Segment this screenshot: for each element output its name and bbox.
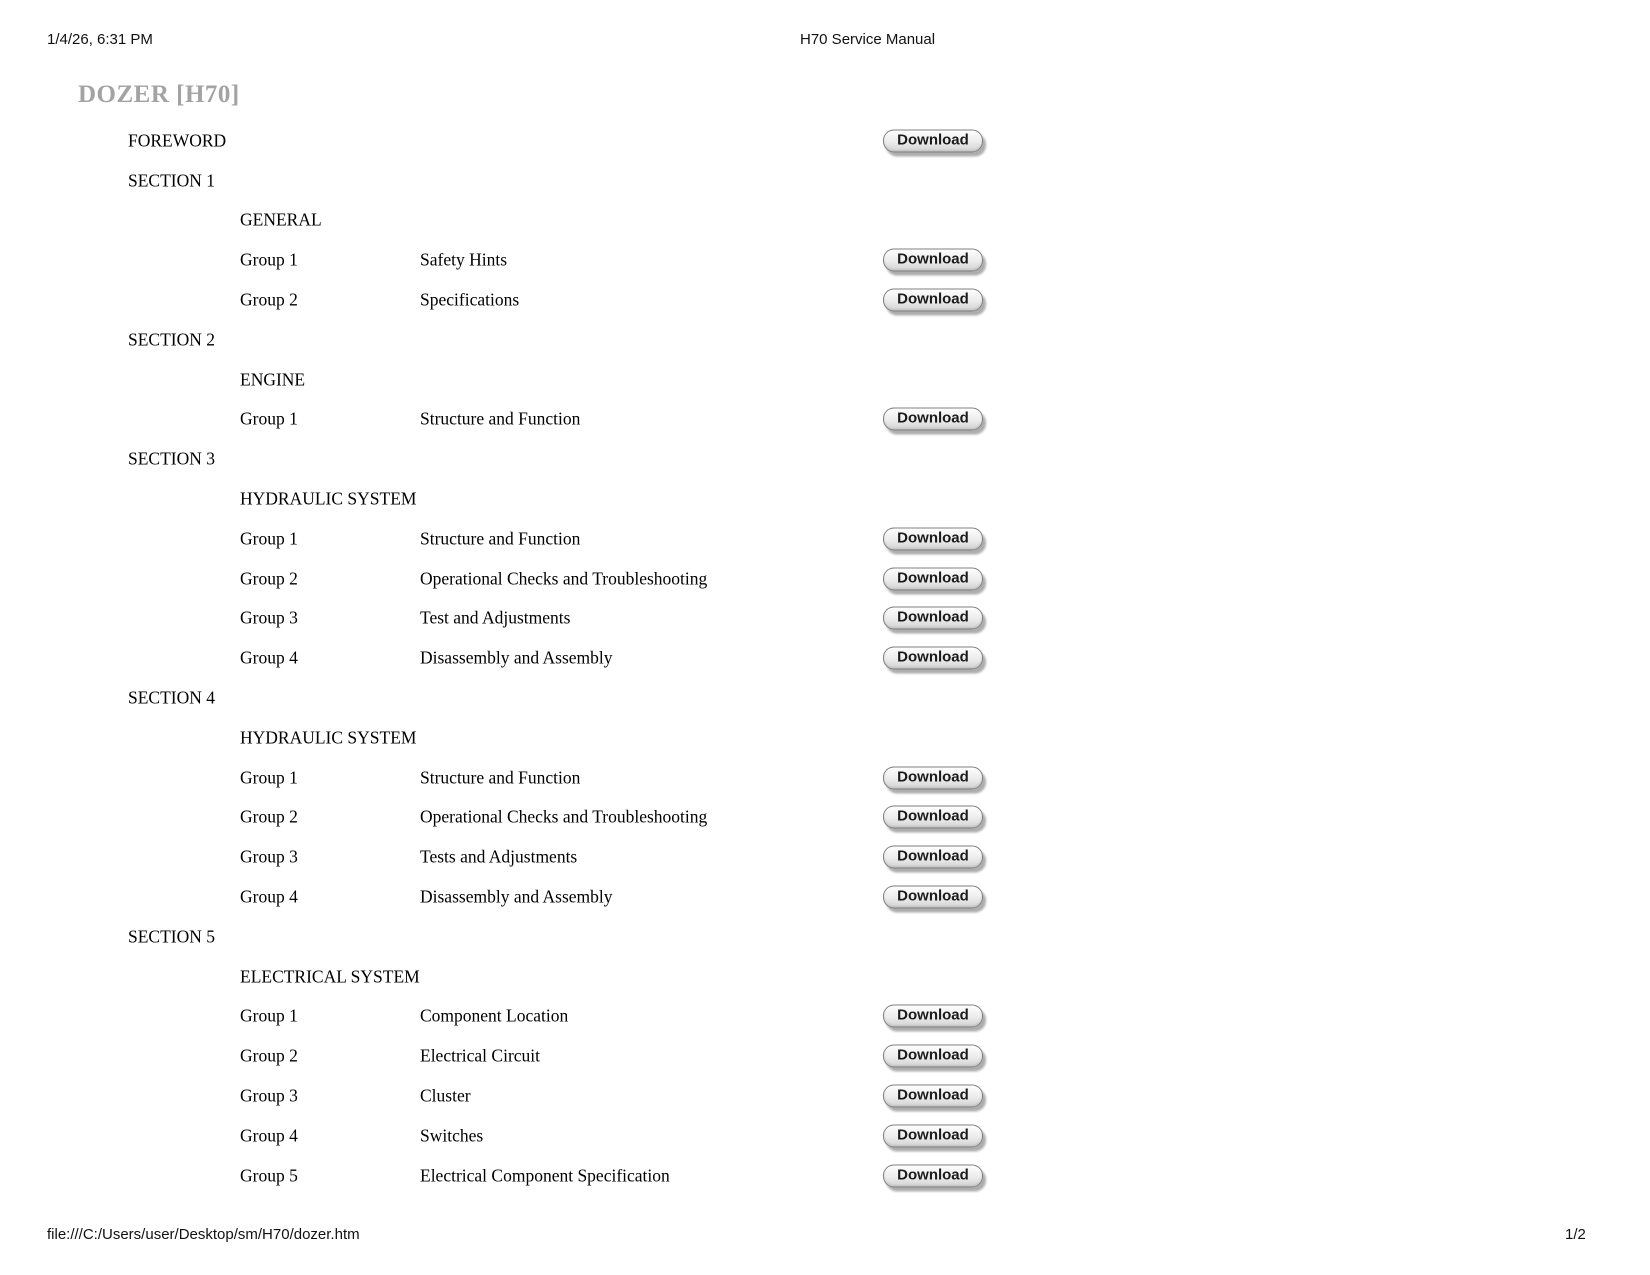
print-footer-file-url: file:///C:/Users/user/Desktop/sm/H70/dozer.htm [47,1226,360,1243]
toc-row [0,121,1650,161]
toc-row [0,917,1650,957]
download-button[interactable]: Download [883,129,983,152]
group-topic: Structure and Function [420,528,581,549]
group-label: Group 2 [240,289,298,310]
group-topic: Structure and Function [420,408,581,429]
group-topic: Safety Hints [420,249,508,270]
toc-row [0,1036,1650,1076]
toc-row [0,798,1650,838]
toc-row [0,678,1650,718]
download-button[interactable]: Download [883,249,983,272]
toc-row [0,599,1650,639]
toc-row [0,1076,1650,1116]
group-label: Group 4 [240,647,298,668]
group-label: ELECTRICAL SYSTEM [240,966,420,987]
group-label: Group 1 [240,408,298,429]
group-topic: Test and Adjustments [420,607,571,628]
download-button[interactable]: Download [883,527,983,550]
toc-row [0,877,1650,917]
toc-row [0,1116,1650,1156]
group-topic: Operational Checks and Troubleshooting [420,568,708,589]
group-topic: Electrical Component Specification [420,1165,670,1186]
group-topic: Structure and Function [420,767,581,788]
section-label: SECTION 2 [128,329,216,350]
toc-row [0,1156,1650,1196]
print-header-title: H70 Service Manual [800,31,936,48]
download-button[interactable]: Download [883,806,983,829]
print-footer-page-indicator: 1/2 [1565,1226,1586,1243]
group-label: ENGINE [240,369,306,390]
toc-row [0,997,1650,1037]
section-label: SECTION 4 [128,687,216,708]
group-label: Group 3 [240,607,298,628]
toc-row [0,201,1650,241]
group-topic: Tests and Adjustments [420,846,578,867]
group-label: HYDRAULIC SYSTEM [240,727,417,748]
download-button[interactable]: Download [883,886,983,909]
section-label: SECTION 1 [128,170,216,191]
group-label: HYDRAULIC SYSTEM [240,488,417,509]
toc-row [0,360,1650,400]
group-topic: Cluster [420,1085,471,1106]
group-label: Group 1 [240,767,298,788]
group-label: Group 3 [240,846,298,867]
group-topic: Disassembly and Assembly [420,886,613,907]
group-topic: Disassembly and Assembly [420,647,613,668]
download-button[interactable]: Download [883,766,983,789]
toc-row [0,240,1650,280]
toc-row [0,400,1650,440]
download-button[interactable]: Download [883,846,983,869]
download-button[interactable]: Download [883,1005,983,1028]
group-topic: Specifications [420,289,520,310]
download-button[interactable]: Download [883,408,983,431]
group-label: Group 2 [240,568,298,589]
section-label: SECTION 3 [128,448,216,469]
group-label: GENERAL [240,209,322,230]
download-button[interactable]: Download [883,1124,983,1147]
page-title: DOZER [H70] [78,81,240,108]
group-label: Group 3 [240,1085,298,1106]
download-button[interactable]: Download [883,647,983,670]
group-label: Group 4 [240,886,298,907]
toc [0,121,1650,1196]
toc-row [0,837,1650,877]
group-topic: Component Location [420,1005,569,1026]
group-topic: Electrical Circuit [420,1045,541,1066]
group-label: Group 1 [240,1005,298,1026]
toc-row [0,718,1650,758]
group-label: Group 5 [240,1165,298,1186]
group-label: Group 2 [240,806,298,827]
group-label: Group 4 [240,1125,298,1146]
download-button[interactable]: Download [883,567,983,590]
group-topic: Switches [420,1125,484,1146]
toc-row [0,559,1650,599]
group-label: Group 1 [240,249,298,270]
download-button[interactable]: Download [883,289,983,312]
toc-row [0,320,1650,360]
group-topic: Operational Checks and Troubleshooting [420,806,708,827]
toc-row [0,439,1650,479]
toc-row [0,638,1650,678]
print-header-datetime: 1/4/26, 6:31 PM [47,31,153,48]
toc-row [0,479,1650,519]
toc-row [0,280,1650,320]
section-label: SECTION 5 [128,926,216,947]
download-button[interactable]: Download [883,1085,983,1108]
download-button[interactable]: Download [883,1045,983,1068]
group-label: Group 2 [240,1045,298,1066]
toc-row [0,161,1650,201]
section-label: FOREWORD [128,130,227,151]
toc-row [0,519,1650,559]
group-label: Group 1 [240,528,298,549]
toc-row [0,957,1650,997]
download-button[interactable]: Download [883,607,983,630]
download-button[interactable]: Download [883,1164,983,1187]
toc-row [0,758,1650,798]
